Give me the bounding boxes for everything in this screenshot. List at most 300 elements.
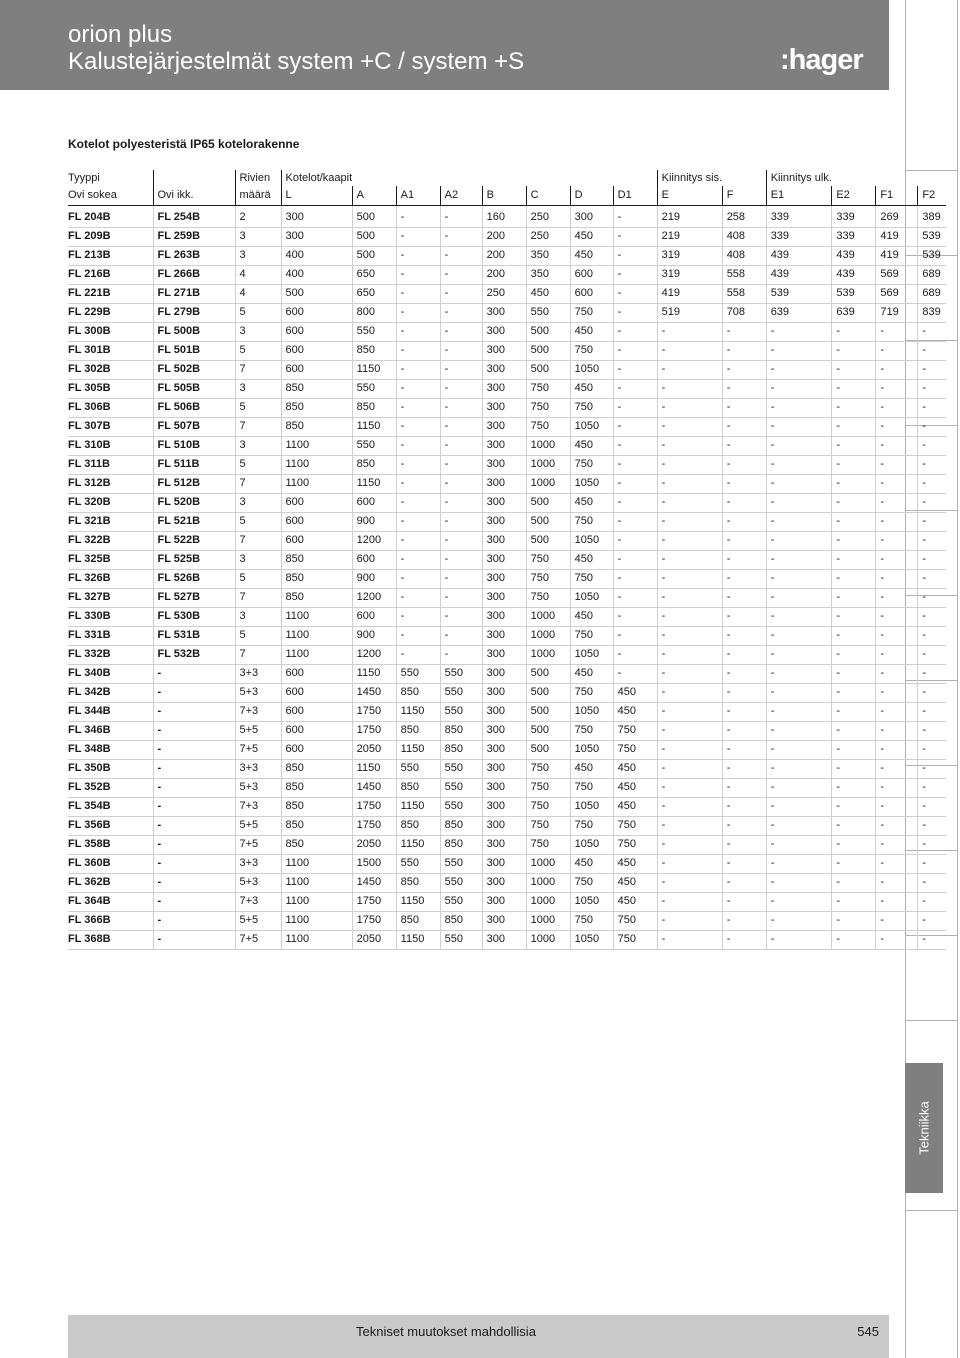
table-cell: -: [657, 418, 722, 437]
table-cell: FL 512B: [153, 475, 235, 494]
table-cell: -: [766, 589, 832, 608]
table-cell: -: [657, 437, 722, 456]
header-cell: [440, 170, 482, 186]
table-cell: 1000: [526, 437, 570, 456]
footer-text: Tekniset muutokset mahdollisia: [356, 1324, 536, 1339]
table-cell: -: [918, 399, 946, 418]
table-cell: 750: [526, 798, 570, 817]
table-cell: -: [396, 551, 440, 570]
table-cell: FL 312B: [68, 475, 153, 494]
table-cell: 900: [352, 627, 396, 646]
table-cell: 689: [918, 266, 946, 285]
table-cell: -: [876, 646, 918, 665]
hager-logo: :hager: [780, 44, 863, 76]
table-cell: 2050: [352, 741, 396, 760]
table-cell: -: [613, 494, 657, 513]
table-cell: -: [832, 722, 876, 741]
table-cell: 500: [352, 228, 396, 247]
table-cell: 350: [526, 247, 570, 266]
table-cell: 750: [526, 418, 570, 437]
table-cell: -: [832, 912, 876, 931]
table-cell: -: [657, 361, 722, 380]
table-cell: -: [396, 342, 440, 361]
table-cell: 600: [281, 703, 352, 722]
table-cell: 5: [235, 399, 281, 418]
table-cell: 500: [352, 206, 396, 228]
table-cell: -: [396, 228, 440, 247]
table-cell: 1750: [352, 703, 396, 722]
header-cell: määrä: [235, 186, 281, 206]
table-cell: FL 300B: [68, 323, 153, 342]
table-row: [68, 874, 946, 893]
table-cell: 300: [482, 665, 526, 684]
table-cell: 1000: [526, 456, 570, 475]
table-cell: 539: [766, 285, 832, 304]
table-cell: -: [153, 703, 235, 722]
table-cell: 750: [570, 456, 613, 475]
table-cell: 339: [766, 228, 832, 247]
table-cell: -: [153, 665, 235, 684]
table-cell: -: [876, 418, 918, 437]
table-cell: -: [153, 817, 235, 836]
table-cell: -: [396, 323, 440, 342]
table-cell: -: [440, 228, 482, 247]
table-cell: 550: [352, 323, 396, 342]
table-cell: 389: [918, 206, 946, 228]
table-cell: 500: [526, 665, 570, 684]
table-cell: -: [440, 266, 482, 285]
table-cell: -: [657, 817, 722, 836]
table-cell: 7+5: [235, 836, 281, 855]
table-row: [68, 703, 946, 722]
table-cell: 200: [482, 266, 526, 285]
header-cell: [832, 170, 876, 186]
table-row: [68, 665, 946, 684]
table-cell: -: [722, 532, 766, 551]
header-cell: E1: [766, 186, 832, 206]
table-cell: -: [832, 494, 876, 513]
table-row: [68, 532, 946, 551]
table-cell: -: [918, 874, 946, 893]
table-cell: 408: [722, 247, 766, 266]
table-row: [68, 323, 946, 342]
table-cell: 300: [482, 722, 526, 741]
table-cell: -: [440, 532, 482, 551]
table-cell: -: [876, 399, 918, 418]
table-cell: -: [918, 589, 946, 608]
table-cell: FL 342B: [68, 684, 153, 703]
table-cell: 750: [526, 836, 570, 855]
table-cell: -: [722, 741, 766, 760]
rail-line: [957, 0, 958, 1358]
table-cell: 1000: [526, 646, 570, 665]
table-cell: 850: [396, 684, 440, 703]
table-header-row-1: [68, 170, 946, 186]
header-cell: [396, 170, 440, 186]
table-cell: -: [153, 722, 235, 741]
table-cell: -: [918, 361, 946, 380]
table-cell: FL 340B: [68, 665, 153, 684]
table-cell: FL 204B: [68, 206, 153, 228]
table-cell: -: [613, 399, 657, 418]
table-cell: -: [876, 684, 918, 703]
table-cell: 558: [722, 285, 766, 304]
table-cell: 439: [766, 247, 832, 266]
table-cell: -: [153, 912, 235, 931]
table-cell: 5+5: [235, 817, 281, 836]
table-cell: FL 530B: [153, 608, 235, 627]
table-cell: -: [722, 912, 766, 931]
table-cell: -: [918, 494, 946, 513]
table-cell: -: [722, 513, 766, 532]
table-cell: 300: [482, 380, 526, 399]
table-cell: 300: [482, 570, 526, 589]
table-cell: 300: [482, 494, 526, 513]
table-cell: -: [440, 206, 482, 228]
table-cell: 319: [657, 247, 722, 266]
table-cell: 1150: [396, 741, 440, 760]
table-cell: -: [766, 760, 832, 779]
table-cell: -: [396, 513, 440, 532]
table-cell: 5+3: [235, 779, 281, 798]
table-cell: 5: [235, 627, 281, 646]
table-cell: 600: [281, 665, 352, 684]
page-number: 545: [857, 1324, 879, 1339]
table-cell: 300: [482, 475, 526, 494]
table-cell: 1050: [570, 836, 613, 855]
table-cell: -: [876, 551, 918, 570]
table-cell: -: [876, 874, 918, 893]
table-cell: 1100: [281, 874, 352, 893]
table-cell: 500: [526, 513, 570, 532]
table-cell: -: [613, 551, 657, 570]
table-cell: -: [832, 437, 876, 456]
table-row: [68, 285, 946, 304]
table-cell: -: [722, 874, 766, 893]
table-cell: -: [440, 247, 482, 266]
table-cell: 1100: [281, 437, 352, 456]
table-cell: -: [766, 323, 832, 342]
table-cell: -: [722, 760, 766, 779]
table-cell: -: [832, 399, 876, 418]
table-cell: -: [766, 779, 832, 798]
table-cell: -: [766, 798, 832, 817]
header-cell: Rivien: [235, 170, 281, 186]
table-cell: -: [657, 893, 722, 912]
table-cell: 689: [918, 285, 946, 304]
table-cell: -: [657, 380, 722, 399]
table-cell: 850: [281, 760, 352, 779]
table-cell: FL 332B: [68, 646, 153, 665]
header-title-line1: orion plus: [68, 21, 173, 48]
table-cell: -: [613, 456, 657, 475]
table-cell: 7: [235, 418, 281, 437]
table-cell: -: [722, 589, 766, 608]
table-cell: 550: [526, 304, 570, 323]
table-cell: 1050: [570, 931, 613, 950]
table-cell: -: [832, 513, 876, 532]
table-cell: 850: [281, 817, 352, 836]
table-cell: -: [153, 684, 235, 703]
table-cell: -: [876, 627, 918, 646]
table-cell: -: [832, 855, 876, 874]
table-row: [68, 741, 946, 760]
table-cell: 600: [281, 513, 352, 532]
table-cell: 850: [396, 874, 440, 893]
table-cell: FL 209B: [68, 228, 153, 247]
table-cell: 750: [526, 380, 570, 399]
header-cell: F1: [876, 186, 918, 206]
table-cell: -: [657, 741, 722, 760]
table-cell: 600: [352, 494, 396, 513]
table-cell: -: [918, 779, 946, 798]
table-cell: 569: [876, 266, 918, 285]
table-cell: 450: [613, 798, 657, 817]
table-cell: 319: [657, 266, 722, 285]
table-cell: 1000: [526, 931, 570, 950]
table-cell: -: [876, 855, 918, 874]
table-cell: 600: [352, 551, 396, 570]
table-cell: 500: [526, 722, 570, 741]
table-cell: 419: [876, 228, 918, 247]
table-cell: 4: [235, 285, 281, 304]
table-cell: 3: [235, 380, 281, 399]
table-cell: 850: [396, 722, 440, 741]
table-cell: -: [722, 817, 766, 836]
table-cell: 550: [440, 798, 482, 817]
table-cell: -: [657, 912, 722, 931]
table-cell: -: [613, 646, 657, 665]
table-cell: FL 310B: [68, 437, 153, 456]
table-cell: 1150: [352, 665, 396, 684]
table-cell: 450: [570, 437, 613, 456]
table-cell: 750: [526, 817, 570, 836]
table-cell: FL 354B: [68, 798, 153, 817]
table-cell: 1050: [570, 741, 613, 760]
table-cell: -: [918, 551, 946, 570]
table-cell: -: [722, 798, 766, 817]
table-cell: FL 327B: [68, 589, 153, 608]
table-cell: -: [832, 798, 876, 817]
table-cell: 1050: [570, 475, 613, 494]
table-cell: -: [396, 399, 440, 418]
table-cell: -: [396, 266, 440, 285]
table-cell: -: [613, 627, 657, 646]
table-cell: FL 506B: [153, 399, 235, 418]
table-cell: FL 229B: [68, 304, 153, 323]
table-cell: FL 360B: [68, 855, 153, 874]
table-cell: FL 221B: [68, 285, 153, 304]
table-cell: -: [440, 494, 482, 513]
table-cell: 300: [482, 342, 526, 361]
table-cell: 500: [526, 741, 570, 760]
table-cell: FL 259B: [153, 228, 235, 247]
table-row: [68, 836, 946, 855]
table-cell: -: [153, 855, 235, 874]
table-cell: -: [722, 931, 766, 950]
table-cell: 1050: [570, 798, 613, 817]
table-cell: -: [918, 855, 946, 874]
header-cell: E2: [832, 186, 876, 206]
table-cell: -: [396, 437, 440, 456]
table-cell: 550: [440, 855, 482, 874]
table-cell: -: [722, 608, 766, 627]
table-cell: -: [153, 836, 235, 855]
table-cell: 500: [526, 684, 570, 703]
table-cell: 750: [570, 684, 613, 703]
table-cell: -: [918, 380, 946, 399]
table-cell: -: [657, 532, 722, 551]
rail-tick: [905, 1210, 957, 1211]
table-cell: 300: [281, 206, 352, 228]
table-cell: -: [440, 589, 482, 608]
table-cell: 1150: [352, 475, 396, 494]
table-cell: -: [918, 570, 946, 589]
table-cell: 300: [482, 741, 526, 760]
table-cell: 7: [235, 532, 281, 551]
table-cell: -: [613, 570, 657, 589]
table-cell: 419: [876, 247, 918, 266]
table-cell: -: [153, 779, 235, 798]
table-cell: FL 325B: [68, 551, 153, 570]
table-cell: 300: [482, 779, 526, 798]
table-cell: -: [918, 627, 946, 646]
table-cell: -: [613, 342, 657, 361]
table-cell: 850: [281, 418, 352, 437]
table-cell: 1150: [396, 798, 440, 817]
table-cell: -: [657, 551, 722, 570]
table-cell: 500: [526, 494, 570, 513]
table-cell: -: [876, 760, 918, 779]
table-cell: 550: [440, 665, 482, 684]
header-cell: Tyyppi: [68, 172, 100, 184]
table-cell: -: [440, 285, 482, 304]
table-cell: 550: [396, 760, 440, 779]
table-cell: -: [722, 855, 766, 874]
table-cell: 258: [722, 206, 766, 228]
table-cell: -: [876, 779, 918, 798]
table-cell: FL 511B: [153, 456, 235, 475]
table-cell: FL 362B: [68, 874, 153, 893]
table-cell: -: [613, 589, 657, 608]
table-cell: -: [722, 627, 766, 646]
table-cell: 1450: [352, 779, 396, 798]
table-cell: -: [722, 665, 766, 684]
table-cell: 1200: [352, 589, 396, 608]
table-cell: 550: [440, 760, 482, 779]
header-cell: [570, 170, 613, 186]
table-cell: 1750: [352, 817, 396, 836]
table-cell: -: [832, 551, 876, 570]
table-cell: -: [722, 475, 766, 494]
table-cell: -: [876, 532, 918, 551]
table-cell: -: [722, 494, 766, 513]
table-cell: -: [613, 532, 657, 551]
table-cell: FL 350B: [68, 760, 153, 779]
table-cell: -: [396, 589, 440, 608]
table-cell: 850: [281, 551, 352, 570]
table-cell: FL 279B: [153, 304, 235, 323]
table-cell: -: [876, 893, 918, 912]
header-cell: L: [281, 186, 352, 206]
table-cell: -: [918, 646, 946, 665]
table-cell: 1000: [526, 893, 570, 912]
table-cell: -: [440, 437, 482, 456]
table-cell: -: [766, 893, 832, 912]
header-cell: [613, 170, 657, 186]
section-side-tab[interactable]: [905, 1063, 943, 1193]
table-cell: -: [832, 684, 876, 703]
table-cell: -: [876, 608, 918, 627]
table-cell: -: [832, 817, 876, 836]
table-cell: 850: [281, 399, 352, 418]
table-cell: -: [918, 817, 946, 836]
table-cell: 1200: [352, 646, 396, 665]
table-cell: -: [832, 589, 876, 608]
table-cell: FL 302B: [68, 361, 153, 380]
table-cell: 160: [482, 206, 526, 228]
header-cell: Kiinnitys ulk.: [766, 170, 832, 186]
table-cell: -: [832, 361, 876, 380]
table-cell: -: [722, 684, 766, 703]
table-cell: -: [657, 399, 722, 418]
rail-tick: [905, 1020, 957, 1021]
table-cell: 5: [235, 342, 281, 361]
table-cell: -: [876, 798, 918, 817]
table-cell: 750: [570, 304, 613, 323]
table-cell: FL 521B: [153, 513, 235, 532]
table-cell: -: [876, 494, 918, 513]
table-cell: 450: [570, 494, 613, 513]
page-footer: [68, 1315, 889, 1358]
header-cell: Kiinnitys sis.: [657, 170, 722, 186]
table-cell: 450: [613, 893, 657, 912]
table-cell: -: [832, 532, 876, 551]
header-cell: [526, 170, 570, 186]
table-cell: -: [153, 760, 235, 779]
table-row: [68, 684, 946, 703]
table-cell: 450: [613, 855, 657, 874]
table-cell: -: [766, 456, 832, 475]
table-cell: -: [440, 380, 482, 399]
table-cell: 750: [613, 817, 657, 836]
table-cell: -: [876, 513, 918, 532]
header-cell: [918, 170, 946, 186]
table-cell: 1050: [570, 589, 613, 608]
table-cell: -: [876, 722, 918, 741]
table-cell: -: [396, 361, 440, 380]
table-cell: 450: [570, 855, 613, 874]
table-cell: 1000: [526, 874, 570, 893]
table-cell: FL 331B: [68, 627, 153, 646]
table-cell: 569: [876, 285, 918, 304]
table-cell: 539: [832, 285, 876, 304]
table-cell: 600: [281, 361, 352, 380]
table-row: [68, 206, 946, 228]
table-cell: -: [766, 931, 832, 950]
table-cell: 3: [235, 551, 281, 570]
table-cell: -: [876, 456, 918, 475]
table-cell: -: [613, 285, 657, 304]
table-cell: FL 520B: [153, 494, 235, 513]
table-cell: -: [613, 608, 657, 627]
table-cell: -: [657, 836, 722, 855]
table-cell: -: [657, 513, 722, 532]
table-cell: 1050: [570, 361, 613, 380]
table-row: [68, 722, 946, 741]
table-cell: 3: [235, 247, 281, 266]
table-cell: -: [440, 399, 482, 418]
